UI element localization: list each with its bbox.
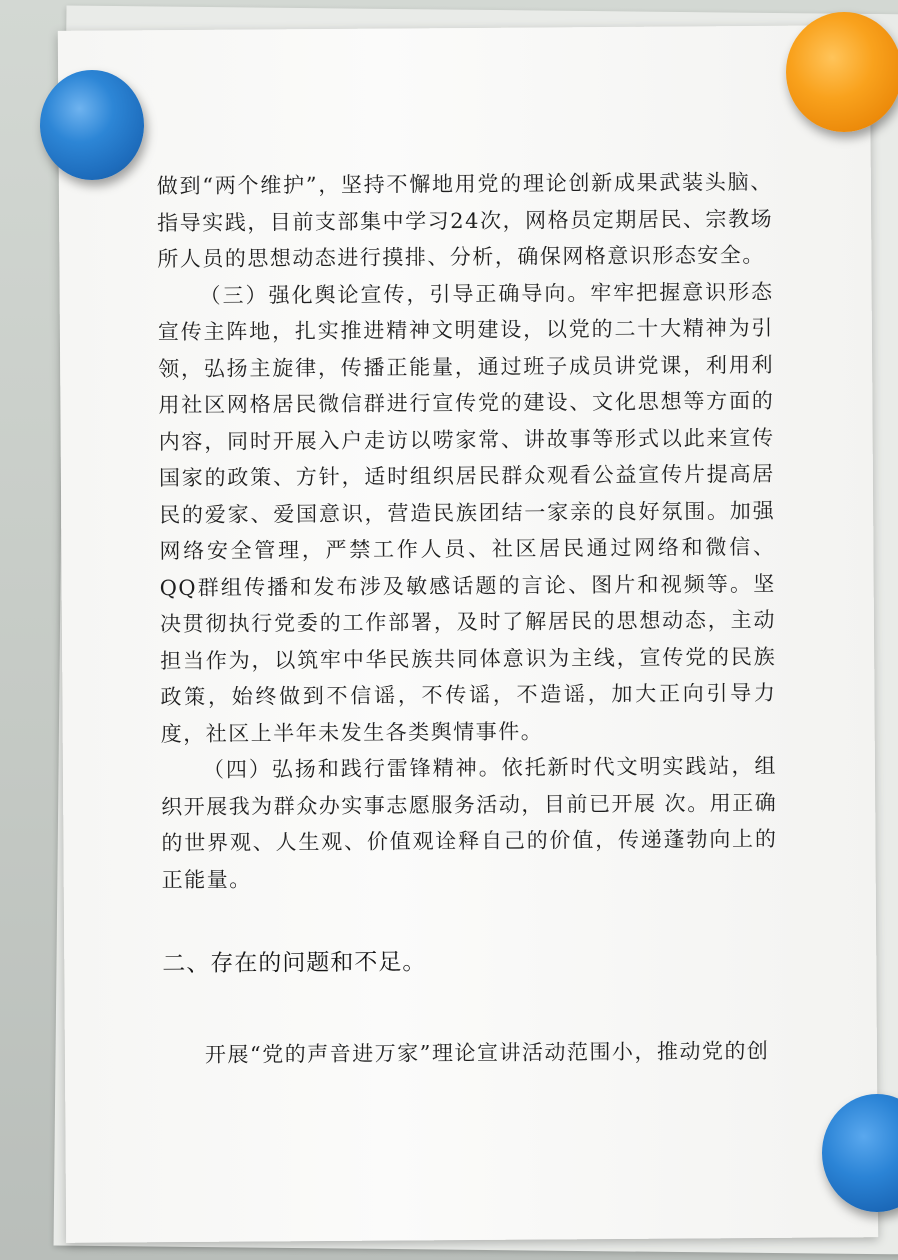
- blue-magnet-top-left: [40, 70, 144, 180]
- paragraph-problems: 开展“党的声音进万家”理论宣讲活动范围小，推动党的创: [204, 1038, 770, 1067]
- section-heading: 二、存在的问题和不足。: [162, 949, 427, 978]
- paragraph-section-four: （四）弘扬和践行雷锋精神。依托新时代文明实践站，组织开展我为群众办实事志愿服务活动，目前已开展 次。用正确的世界观、人生观、价值观诠释自己的价值，传递蓬勃向上的正能量。: [161, 753, 778, 892]
- paragraph-section-three: （三）强化舆论宣传，引导正确导向。牢牢把握意识形态宣传主阵地，扎实推进精神文明建设，以党的二十大精神为引领，弘扬主旋律，传播正能量，通过班子成员讲党课，利用利用社区网格居民微信群进行宣传党的建设、文化思想等方面的内容，同时开展入户走访以唠家常、讲故事等形式以此来宣传国家的政策、方针，适时组织居民群众观看公益宣传片提高居民的爱家、爱国意识，营造民族团结一家亲的良好氛围。加强网络安全管理，严禁工作人员、社区居民通过网络和微信、QQ群组传播和发布涉及敏感话题的言论、图片和视频等。坚决贯彻执行党委的工作部署，及时了解居民的思想动态，主动担当作为，以筑牢中华民族共同体意识为主线，宣传党的民族政策，始终做到不信谣，不传谣，不造谣，加大正向引导力度，社区上半年未发生各类舆情事件。: [157, 279, 777, 746]
- document-body: [157, 164, 779, 1073]
- paragraph-continuation: 做到“两个维护”，坚持不懈地用党的理论创新成果武装头脑、指导实践，目前支部集中学习24次，网格员定期居民、宗教场所人员的思想动态进行摸排、分析，确保网格意识形态安全。: [156, 169, 774, 272]
- document-page: [58, 25, 878, 1243]
- orange-magnet-top-right: [786, 12, 898, 132]
